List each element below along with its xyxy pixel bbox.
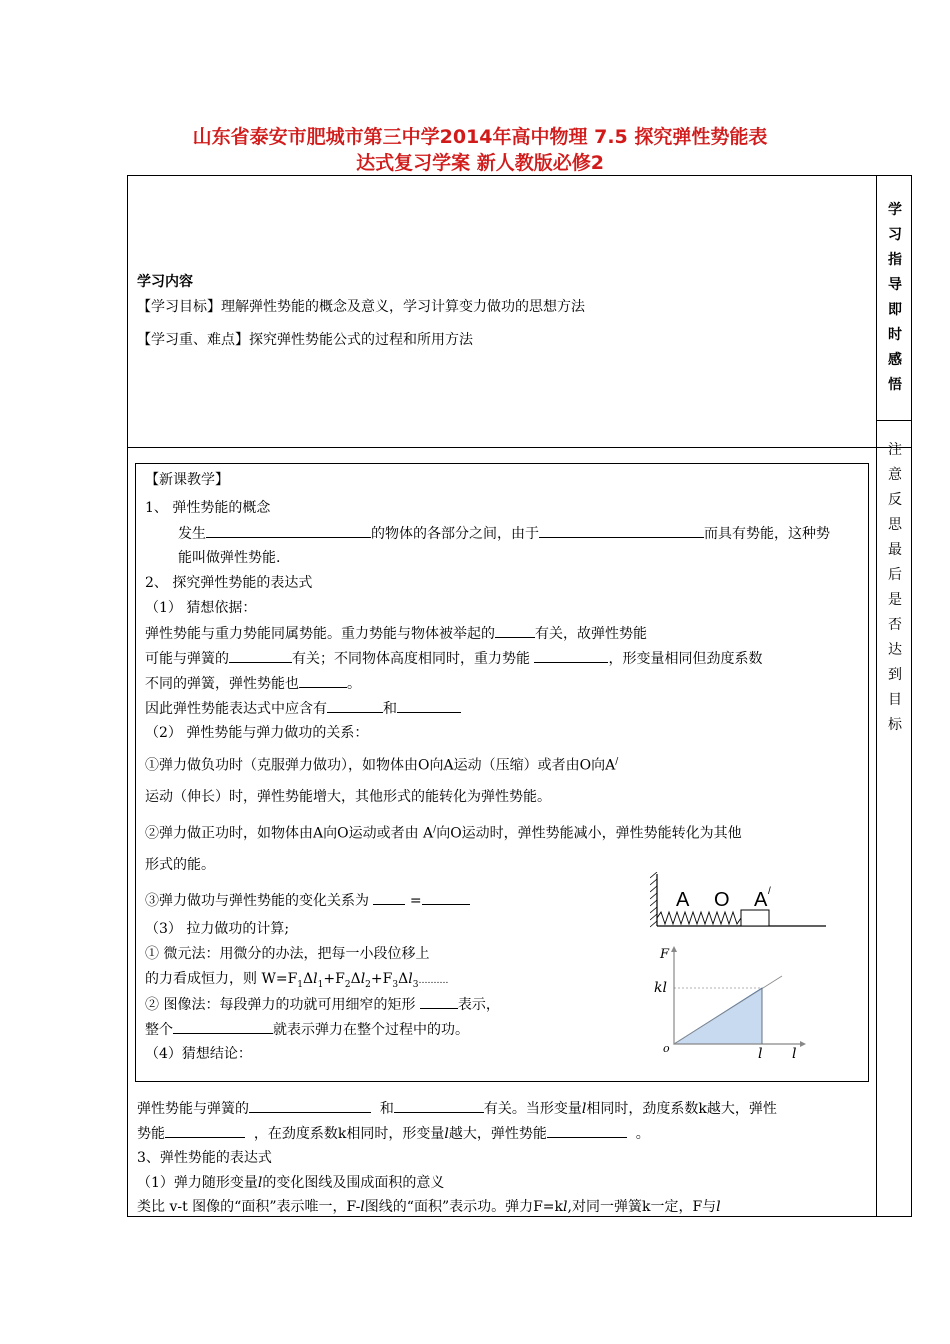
blank-12[interactable] [173, 1019, 273, 1034]
blank-2[interactable] [539, 523, 704, 538]
lesson-box-top [135, 463, 869, 464]
section-2-2-item-2-cont: 形式的能。 [145, 857, 215, 873]
table-right-border [911, 175, 912, 1217]
table-top-border [127, 175, 912, 176]
section-1-line-1: 发生 的物体的各部分之间，由于 而具有势能，这种势 [178, 523, 830, 544]
section-2-1-line-4: 因此弹性势能表达式中应含有 和 [145, 698, 461, 719]
block [741, 910, 769, 926]
section-2-title: 2、 探究弹性势能的表达式 [145, 575, 313, 591]
blank-1[interactable] [206, 523, 371, 538]
blank-14[interactable] [394, 1098, 484, 1113]
section-2-3-item-1: ① 微元法：用微分的办法，把每一小段位移上 [145, 946, 430, 962]
section-3-2: 类比 v-t 图像的“面积”表示唯一，F-l图线的“面积”表示功。弹力F=kl,对同一弹簧k一定，F与l [137, 1199, 721, 1215]
section-2-1-line-1: 弹性势能与重力势能同属势能。重力势能与物体被举起的 有关，故弹性势能 [145, 623, 647, 644]
section-1-title: 1、 弹性势能的概念 [145, 500, 271, 516]
blank-11[interactable] [420, 994, 458, 1009]
mark-l: l [758, 1046, 763, 1060]
axis-F: F [660, 947, 670, 962]
document-title [140, 124, 820, 176]
section-2-4-title: （4）猜想结论： [145, 1046, 252, 1062]
lesson-heading: 【新课教学】 [145, 472, 229, 488]
sidebar-reflect-label: 注 意 反 思 最 后 是 否 达 到 目 标 [888, 442, 902, 733]
section-2-1-line-2: 可能与弹簧的 有关；不同物体高度相同时，重力势能 ，形变量相同但劲度系数 [145, 648, 762, 669]
section-2-1-title: （1） 猜想依据： [145, 600, 257, 616]
learning-goal: 【学习目标】理解弹性势能的概念及意义，学习计算变力做功的思想方法 [137, 299, 585, 315]
title-line-2: 达式复习学案 新人教版必修2 [356, 152, 604, 174]
section-2-2-item-3: ③弹力做功与弹性势能的变化关系为 = [145, 890, 470, 911]
section-2-2-title: （2） 弹性势能与弹力做功的关系： [145, 725, 369, 741]
mark-kl: kl [654, 980, 667, 996]
spring-diagram [650, 872, 830, 932]
blank-10[interactable] [422, 890, 470, 905]
lesson-box-left [135, 463, 136, 1082]
blank-4[interactable] [229, 648, 292, 663]
blank-7[interactable] [327, 698, 383, 713]
sidebar-row-divider [876, 420, 912, 421]
section-2-3-item-1-cont: 的力看成恒力，则 $W=F_1\Delta l_1+F_2\Delta l_2+F_3\Delta l_3\dots\dots\dots$. [145, 971, 449, 990]
label-O: O [714, 889, 730, 911]
axis-l: l [792, 1046, 797, 1060]
blank-3[interactable] [495, 623, 535, 638]
section-1-line-2: 能叫做弹性势能. [178, 550, 281, 566]
label-A-prime-mark: / [768, 886, 771, 897]
section-3-title: 3、弹性势能的表达式 [137, 1150, 272, 1166]
intro-heading: 学习内容 [137, 274, 193, 290]
blank-6[interactable] [299, 673, 347, 688]
section-2-1-line-3: 不同的弹簧，弹性势能也 。 [145, 673, 361, 694]
lesson-box-right [868, 463, 869, 1082]
spring-coil [657, 912, 741, 924]
title-line-1: 山东省泰安市肥城市第三中学2014年高中物理 7.5 探究弹性势能表 [192, 126, 768, 148]
sidebar-divider [876, 175, 877, 1217]
key-points: 【学习重、难点】探究弹性势能公式的过程和所用方法 [137, 332, 473, 348]
blank-8[interactable] [397, 698, 461, 713]
section-2-3-title: （3） 拉力做功的计算; [145, 921, 290, 937]
sidebar-guide-label: 学 习 指 导 即 时 感 悟 [888, 202, 902, 393]
section-2-2-item-2: ②弹力做正功时，如物体由A向O运动或者由 A/向O运动时，弹性势能减小，弹性势能转化为其他 [145, 825, 742, 842]
blank-13[interactable] [249, 1098, 371, 1113]
blank-15[interactable] [165, 1123, 245, 1138]
blank-9[interactable] [373, 890, 405, 905]
conclusion-line-2: 势能 ，在劲度系数k相同时，形变量l越大，弹性势能 。 [137, 1123, 650, 1144]
label-A: A [676, 889, 690, 911]
blank-16[interactable] [547, 1123, 627, 1138]
lesson-box-bottom [135, 1081, 869, 1082]
blank-5[interactable] [534, 648, 608, 663]
section-2-2-item-1-cont: 运动（伸长）时，弹性势能增大，其他形式的能转化为弹性势能。 [145, 789, 551, 805]
section-2-3-item-2-cont: 整个 就表示弹力在整个过程中的功。 [145, 1019, 469, 1040]
row-divider [127, 447, 912, 448]
origin: o [663, 1042, 670, 1055]
section-2-2-item-1: ①弹力做负功时（克服弹力做功），如物体由O向A运动（压缩）或者由O向A/ [145, 757, 619, 774]
section-2-3-item-2: ② 图像法：每段弹力的功就可用细窄的矩形 表示， [145, 994, 500, 1015]
force-displacement-graph [650, 940, 810, 1060]
table-left-border [127, 175, 128, 1217]
section-3-1: （1）弹力随形变量l的变化图线及围成面积的意义 [137, 1175, 445, 1191]
label-A-prime: A [754, 889, 768, 911]
conclusion-line-1: 弹性势能与弹簧的 和 有关。当形变量l相同时，劲度系数k越大，弹性 [137, 1098, 777, 1119]
